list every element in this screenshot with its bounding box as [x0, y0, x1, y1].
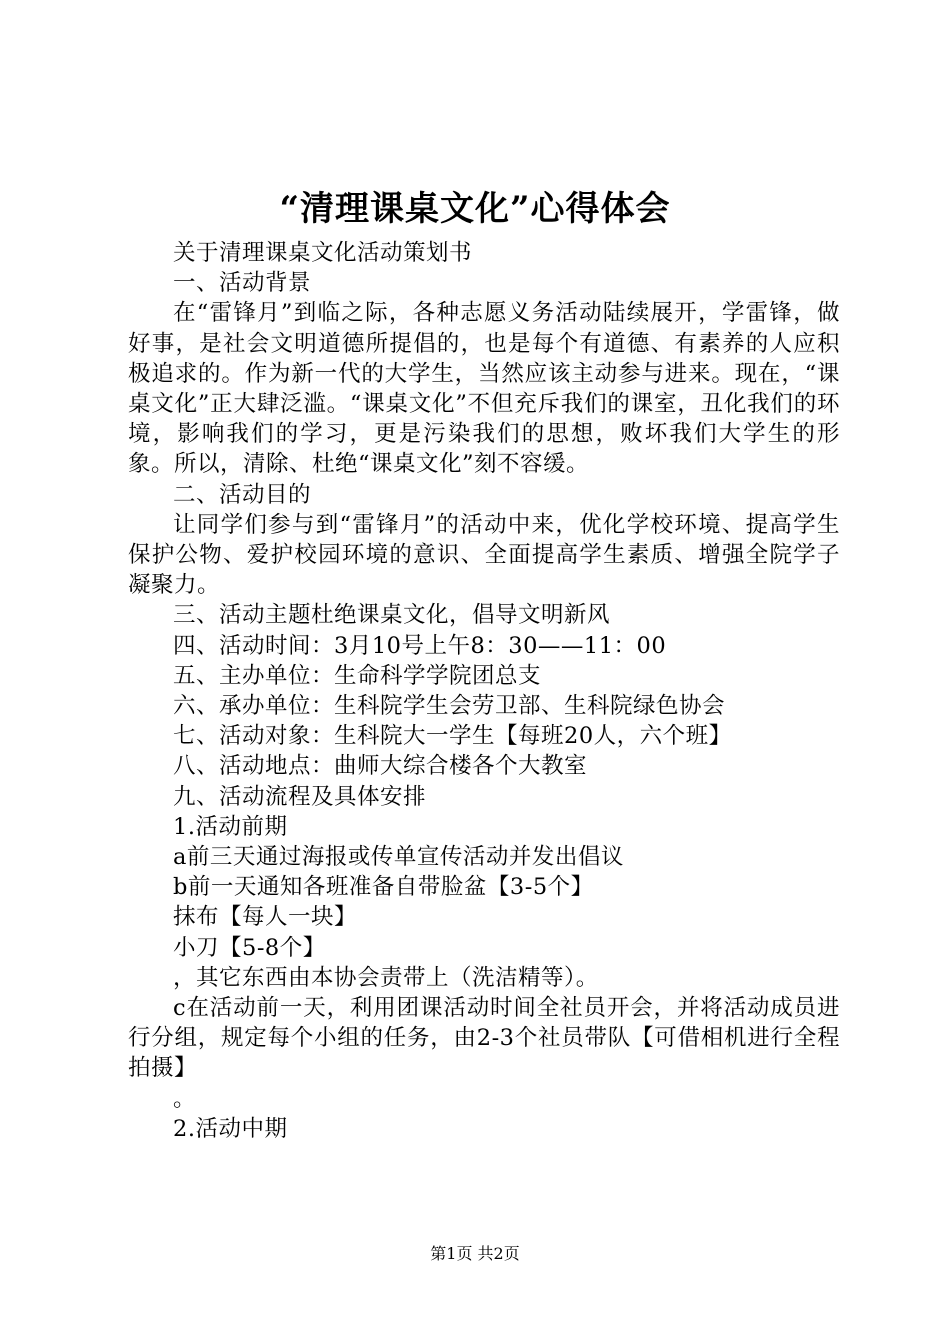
paragraph: 让同学们参与到“雷锋月”的活动中来，优化学校环境、提高学生保护公物、爱护校园环境的意识、全面提高学生素质、增强全院学子凝聚力。: [128, 511, 840, 599]
paragraph: a前三天通过海报或传单宣传活动并发出倡议: [173, 844, 624, 871]
paragraph: 小刀【5-8个】: [173, 934, 326, 961]
paragraph: 。: [173, 1085, 197, 1112]
paragraph: c在活动前一天，利用团课活动时间全社员开会，并将活动成员进行分组，规定每个小组的任务，由2-3个社员带队【可借相机进行全程拍摄】: [128, 995, 840, 1082]
document-body: [128, 238, 840, 1144]
paragraph: 六、承办单位：生科院学生会劳卫部、生科院绿色协会: [173, 693, 726, 720]
paragraph: 在“雷锋月”到临之际，各种志愿义务活动陆续展开，学雷锋，做好事，是社会文明道德所提倡的，也是每个有道德、有素养的人应积极追求的。作为新一代的大学生，当然应该主动参与进来。现在，“课桌文化”正大肆泛滥。“课桌文化”不但充斥我们的课室，丑化我们的环境，影响我们的学习，更是污染我们的思想，败坏我们大学生的形象。所以，清除、杜绝“课桌文化”刻不容缓。: [128, 300, 840, 478]
paragraph: 2.活动中期: [173, 1115, 288, 1142]
paragraph: 一、活动背景: [173, 270, 312, 297]
paragraph: b前一天通知各班准备自带脸盆【3-5个】: [173, 874, 594, 901]
paragraph: ，其它东西由本协会责带上（洗洁精等）。: [173, 964, 599, 991]
paragraph: 关于清理课桌文化活动策划书: [173, 240, 473, 266]
paragraph: 四、活动时间：3月10号上午8：30——11：00: [173, 632, 667, 659]
paragraph: 三、活动主题杜绝课桌文化，倡导文明新风: [173, 602, 611, 629]
paragraph: 九、活动流程及具体安排: [173, 783, 427, 810]
document-title: “清理课桌文化”心得体会: [279, 189, 671, 229]
paragraph: 抹布【每人一块】: [173, 904, 358, 931]
paragraph: 八、活动地点：曲师大综合楼各个大教室: [173, 753, 588, 780]
paragraph: 七、活动对象：生科院大一学生【每班20人，六个班】: [173, 723, 732, 750]
paragraph: 1.活动前期: [173, 813, 288, 840]
page-number-footer: 第1页 共2页: [430, 1244, 520, 1263]
paragraph: 二、活动目的: [173, 481, 312, 508]
paragraph: 五、主办单位：生命科学学院团总支: [173, 662, 542, 689]
